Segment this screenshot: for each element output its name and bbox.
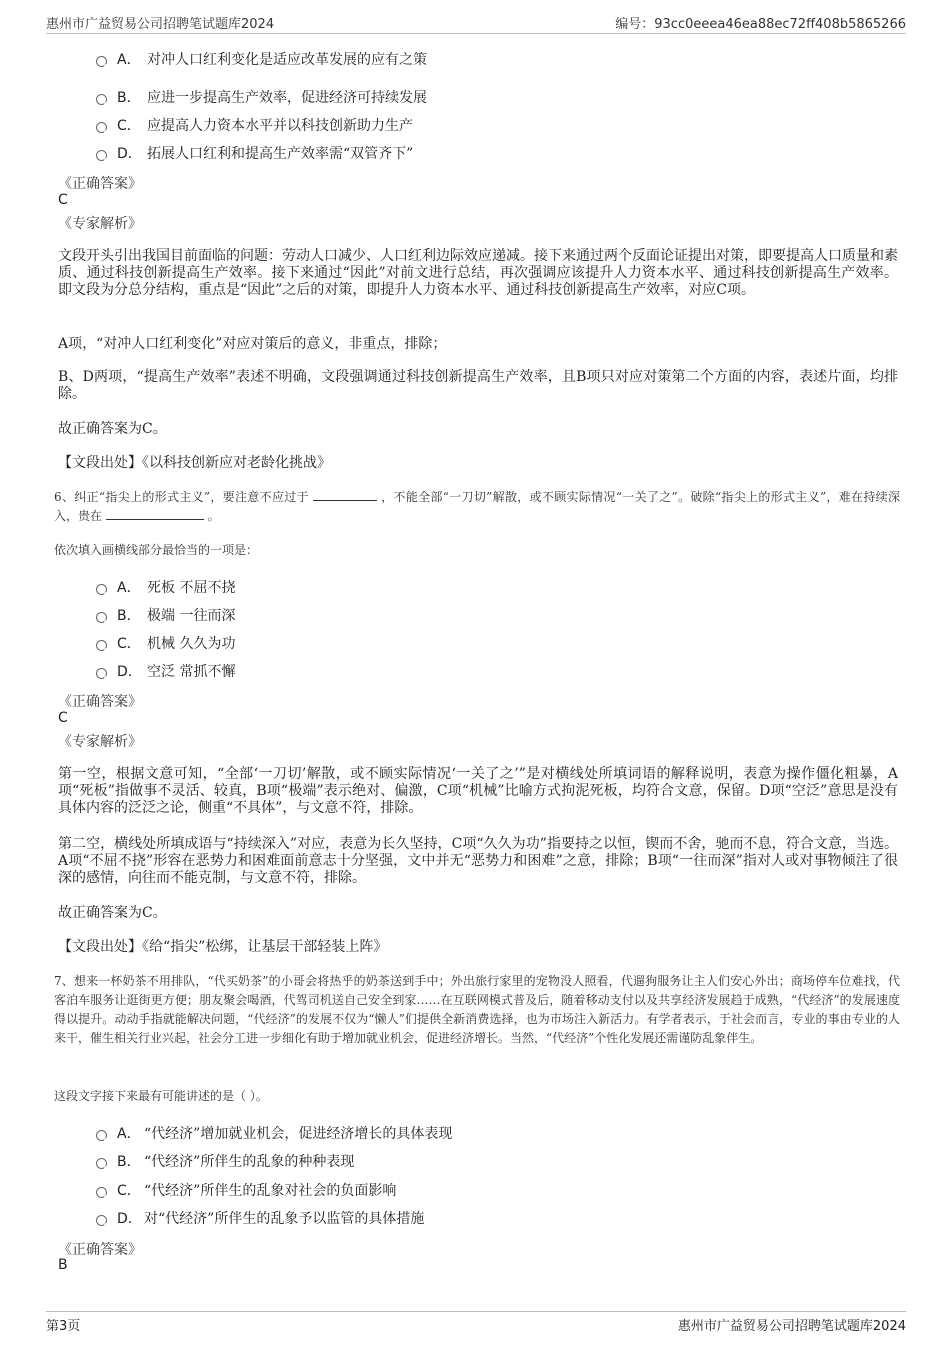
option-letter: B． <box>117 90 141 106</box>
option-text: 死板 不屈不挠 <box>147 580 236 596</box>
option-text: “代经济”所伴生的乱象对社会的负面影响 <box>144 1183 397 1199</box>
q5-answer-label: 《正确答案》 <box>58 176 142 192</box>
option-letter: A． <box>117 1126 141 1142</box>
q7-answer: B <box>58 1257 68 1273</box>
option-text: 拓展人口红利和提高生产效率需“双管齐下” <box>147 146 414 162</box>
option-letter: D． <box>117 1211 142 1227</box>
q5-analysis-paragraph: A项，“对冲人口红利变化”对应对策后的意义，非重点，排除； <box>58 336 447 352</box>
q5-option-a[interactable] <box>96 49 427 69</box>
q6-option-b[interactable] <box>96 605 235 625</box>
radio-icon[interactable] <box>96 640 107 651</box>
radio-icon[interactable] <box>96 1187 107 1198</box>
option-letter: C． <box>117 118 141 134</box>
header-title: 惠州市广益贸易公司招聘笔试题库2024 <box>46 17 275 32</box>
q6-analysis-paragraph: 第一空，根据文意可知，“全部‘一刀切’解散，或不顾实际情况‘一关了之’”是对横线处所填词语的解释说明，表意为操作僵化粗暴，A项“死板”指做事不灵活、较真，B项“极端”表示绝对、偏激，C项“机械”比喻方式拘泥死板，均符合文意，保留。D项“空泛”意思是没有具体内容的泛泛之论，侧重“不具体”，与文意不符，排除。 <box>58 766 898 816</box>
q5-option-c[interactable] <box>96 115 413 135</box>
q5-option-d[interactable] <box>96 143 413 163</box>
option-letter: D． <box>117 664 142 680</box>
page-number: 第3页 <box>46 1319 81 1334</box>
q6-source: 【文段出处】《给“指尖”松绑，让基层干部轻装上阵》 <box>58 939 388 955</box>
radio-icon[interactable] <box>96 94 107 105</box>
radio-icon[interactable] <box>96 668 107 679</box>
q6-answer-label: 《正确答案》 <box>58 694 142 710</box>
q6-option-c[interactable] <box>96 633 235 653</box>
option-letter: A． <box>117 580 141 596</box>
q7-option-a[interactable] <box>96 1123 452 1143</box>
option-text: “代经济”所伴生的乱象的种种表现 <box>144 1154 355 1170</box>
option-text: 极端 一往而深 <box>147 608 236 624</box>
radio-icon[interactable] <box>96 1130 107 1141</box>
footer-title: 惠州市广益贸易公司招聘笔试题库2024 <box>677 1319 906 1334</box>
q5-analysis-label: 《专家解析》 <box>58 216 142 232</box>
q6-analysis-label: 《专家解析》 <box>58 734 142 750</box>
q6-stem-part: 。 <box>207 509 220 523</box>
q5-analysis-paragraph: 文段开头引出我国目前面临的问题：劳动人口减少、人口红利边际效应递减。接下来通过两个反面论证提出对策，即要提高人口质量和素质、通过科技创新提高生产效率。接下来通过“因此”对前文进行总结，再次强调应该提升人力资本水平、通过科技创新提高生产效率。即文段为分总分结构，重点是“因此”之后的对策，即提升人力资本水平、通过科技创新提高生产效率，对应C项。 <box>58 248 898 298</box>
q5-answer: C <box>58 192 68 208</box>
q5-analysis-paragraph: 故正确答案为C。 <box>58 421 167 437</box>
radio-icon[interactable] <box>96 584 107 595</box>
page-header <box>0 0 950 34</box>
q6-option-d[interactable] <box>96 661 235 681</box>
q7-option-d[interactable] <box>96 1208 424 1228</box>
q7-prompt: 这段文字接下来最有可能讲述的是（ ）。 <box>54 1089 268 1103</box>
q6-prompt: 依次填入画横线部分最恰当的一项是： <box>54 543 259 557</box>
q5-option-b[interactable] <box>96 87 427 107</box>
option-text: 对“代经济”所伴生的乱象予以监管的具体措施 <box>144 1211 425 1227</box>
q6-answer: C <box>58 710 68 726</box>
q6-stem <box>54 488 900 526</box>
header-serial-number: 编号：93cc0eeea46ea88ec72ff408b5865266 <box>615 17 906 32</box>
q6-stem-part: 6、纠正“指尖上的形式主义”，要注意不应过于 <box>54 490 309 504</box>
radio-icon[interactable] <box>96 56 107 67</box>
q6-blank-2 <box>106 507 204 520</box>
option-letter: C． <box>117 1183 141 1199</box>
option-letter: B． <box>117 608 141 624</box>
q5-source: 【文段出处】《以科技创新应对老龄化挑战》 <box>58 455 331 471</box>
q6-analysis-paragraph: 故正确答案为C。 <box>58 905 167 921</box>
page-footer <box>0 1305 950 1345</box>
radio-icon[interactable] <box>96 122 107 133</box>
radio-icon[interactable] <box>96 612 107 623</box>
q6-option-a[interactable] <box>96 577 235 597</box>
q6-stem-part: ，不能全部“一刀切”解散，或不顾实际情况“一关了之”。破除“指尖上的形式主义”，难在持续深入，贵在 <box>54 490 900 523</box>
radio-icon[interactable] <box>96 1215 107 1226</box>
q6-blank-1 <box>313 488 377 501</box>
option-letter: D． <box>117 146 142 162</box>
option-letter: C． <box>117 636 141 652</box>
option-letter: B． <box>117 1154 141 1170</box>
option-text: “代经济”增加就业机会，促进经济增长的具体表现 <box>144 1126 453 1142</box>
q7-option-b[interactable] <box>96 1151 354 1171</box>
q7-option-c[interactable] <box>96 1180 396 1200</box>
radio-icon[interactable] <box>96 1158 107 1169</box>
option-text: 应提高人力资本水平并以科技创新助力生产 <box>147 118 413 134</box>
option-text: 对冲人口红利变化是适应改革发展的应有之策 <box>147 52 427 68</box>
radio-icon[interactable] <box>96 150 107 161</box>
option-text: 应进一步提高生产效率，促进经济可持续发展 <box>147 90 427 106</box>
footer-divider <box>46 1311 906 1312</box>
option-text: 机械 久久为功 <box>147 636 236 652</box>
option-text: 空泛 常抓不懈 <box>147 664 236 680</box>
option-letter: A． <box>117 52 141 68</box>
header-divider <box>46 33 906 34</box>
q5-analysis-paragraph: B、D两项，“提高生产效率”表述不明确，文段强调通过科技创新提高生产效率，且B项只对应对策第二个方面的内容，表述片面，均排除。 <box>58 369 898 402</box>
q7-answer-label: 《正确答案》 <box>58 1242 142 1258</box>
q6-analysis-paragraph: 第二空，横线处所填成语与“持续深入”对应，表意为长久坚持，C项“久久为功”指要持之以恒，锲而不舍，驰而不息，符合文意，当选。A项“不屈不挠”形容在恶势力和困难面前意志十分坚强，文中并无“恶势力和困难”之意，排除；B项“一往而深”指对人或对事物倾注了很深的感情，向往而不能克制，与文意不符，排除。 <box>58 836 898 886</box>
q7-stem: 7、想来一杯奶茶不用排队，“代买奶茶”的小哥会将热乎的奶茶送到手中；外出旅行家里的宠物没人照看，代遛狗服务让主人们安心外出；商场停车位难找，代客泊车服务让逛街更方便；朋友聚会喝酒，代驾司机送自己安全到家……在互联网模式普及后，随着移动支付以及共享经济发展趋于成熟，“代经济”的发展速度得以提升。动动手指就能解决问题，“代经济”的发展不仅为“懒人”们提供全新消费选择，也为市场注入新活力。有学者表示，于社会而言，专业的事由专业的人来干，催生相关行业兴起，社会分工进一步细化有助于增加就业机会，促进经济增长。当然，“代经济”个性化发展还需谨防乱象伴生。 <box>54 974 900 1045</box>
